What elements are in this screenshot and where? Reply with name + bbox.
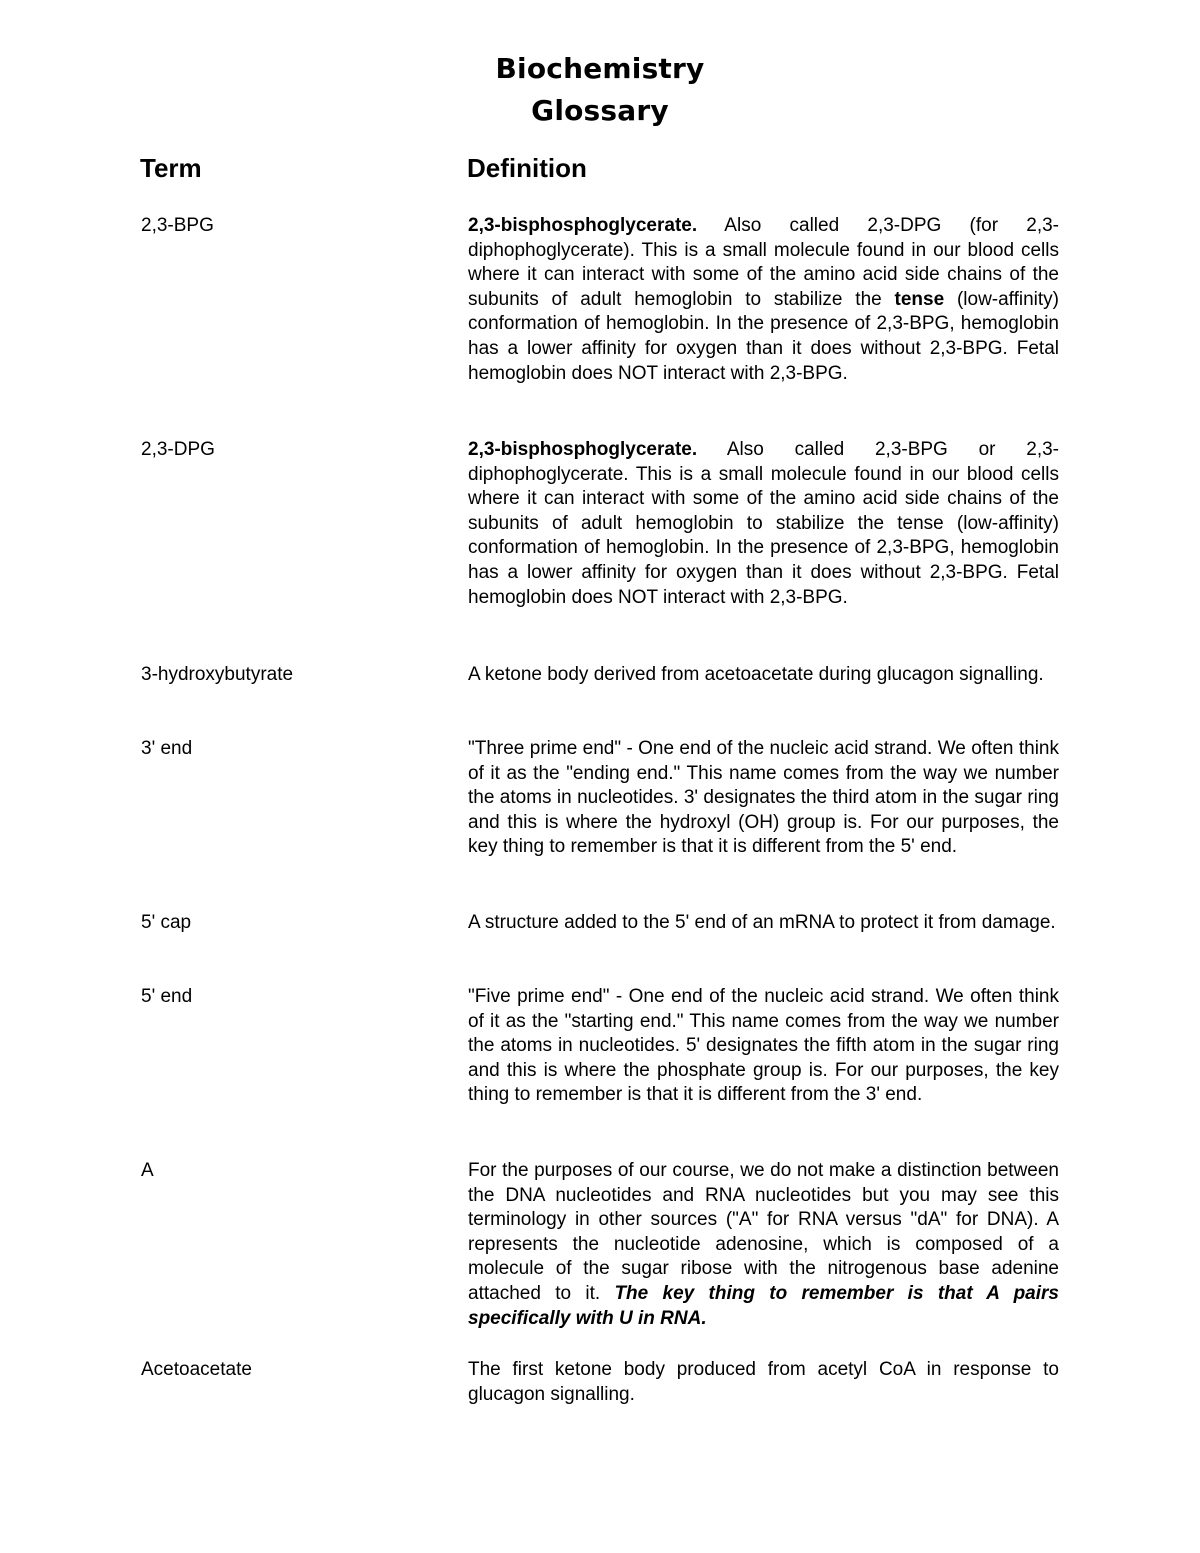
entry-term: 3' end (141, 738, 193, 759)
entry-term: 5' cap (141, 912, 192, 933)
definition-bold-italic-text: The key thing to remember is that A pairs specifically with U in RNA. (468, 1282, 1059, 1329)
entry-term: 3-hydroxybutyrate (141, 664, 294, 685)
definition-text: Also called 2,3-BPG or 2,3-diphophoglycerate. This is a small molecule found in our blood cells where it can interact with some of the amino acid side chains of the subunits of adult hemoglobin to stabilize the tense (low-affinity) conformation of hemoglobin. In the presence of 2,3-BPG, hemoglobin has a lower affinity for oxygen than it does without 2,3-BPG. Fetal hemoglobin does NOT interact with 2,3-BPG. (468, 439, 1059, 608)
definition-text: The first ketone body produced from acetyl CoA in response to glucagon signalling. (468, 1359, 1059, 1405)
entry-definition (468, 214, 1059, 386)
entry-definition (468, 663, 1059, 688)
document-title (0, 48, 1200, 132)
definition-text: For the purposes of our course, we do not make a distinction between the DNA nucleotides and RNA nucleotides but you may see this terminology in other sources ("A" for RNA versus "dA" for DNA). A represents the nucleotide adenosine, which is composed of a molecule of the sugar ribose with the nitrogenous base adenine attached to it. (468, 1160, 1059, 1304)
definition-text: A structure added to the 5' end of an mRNA to protect it from damage. (468, 912, 1056, 933)
definition-text: A ketone body derived from acetoacetate during glucagon signalling. (468, 664, 1044, 685)
entry-term: 2,3-DPG (141, 439, 215, 460)
entry-definition (468, 438, 1059, 610)
entry-term: 5' end (141, 986, 193, 1007)
entry-term: Acetoacetate (141, 1359, 252, 1380)
entry-definition (468, 911, 1059, 936)
definition-text: "Five prime end" - One end of the nucleic acid strand. We often think of it as the "starting end." This name comes from the way we number the atoms in nucleotides. 5' designates the fifth atom in the sugar ring and this is where the phosphate group is. For our purposes, the key thing to remember is that it is different from the 3' end. (468, 986, 1059, 1106)
definition-text: Also called 2,3-DPG (for 2,3-diphophoglycerate). This is a small molecule found in our blood cells where it can interact with some of the amino acid side chains of the subunits of adult hemoglobin to stabilize the (468, 215, 1059, 310)
definition-bold-text: 2,3-bisphosphoglycerate. (468, 215, 698, 236)
definition-text: (low-affinity) conformation of hemoglobin. In the presence of 2,3-BPG, hemoglobin has a lower affinity for oxygen than it does without 2,3-BPG. Fetal hemoglobin does NOT interact with 2,3-BPG. (468, 288, 1060, 384)
column-header-definition: Definition (467, 153, 587, 183)
entry-definition (468, 1358, 1059, 1407)
entry-term: A (141, 1160, 154, 1181)
definition-bold-text: tense (894, 288, 945, 310)
definition-bold-text: 2,3-bisphosphoglycerate. (468, 439, 698, 460)
entry-definition (468, 737, 1059, 860)
title-line-2: Glossary (531, 94, 669, 127)
title-line-1: Biochemistry (495, 52, 705, 85)
entry-definition (468, 985, 1059, 1108)
entry-definition (468, 1159, 1059, 1331)
entry-term: 2,3-BPG (141, 215, 214, 236)
column-header-term: Term (140, 153, 202, 183)
definition-text: "Three prime end" - One end of the nucleic acid strand. We often think of it as the "ending end." This name comes from the way we number the atoms in nucleotides. 3' designates the third atom in the sugar ring and this is where the hydroxyl (OH) group is. For our purposes, the key thing to remember is that it is different from the 5' end. (468, 738, 1059, 858)
